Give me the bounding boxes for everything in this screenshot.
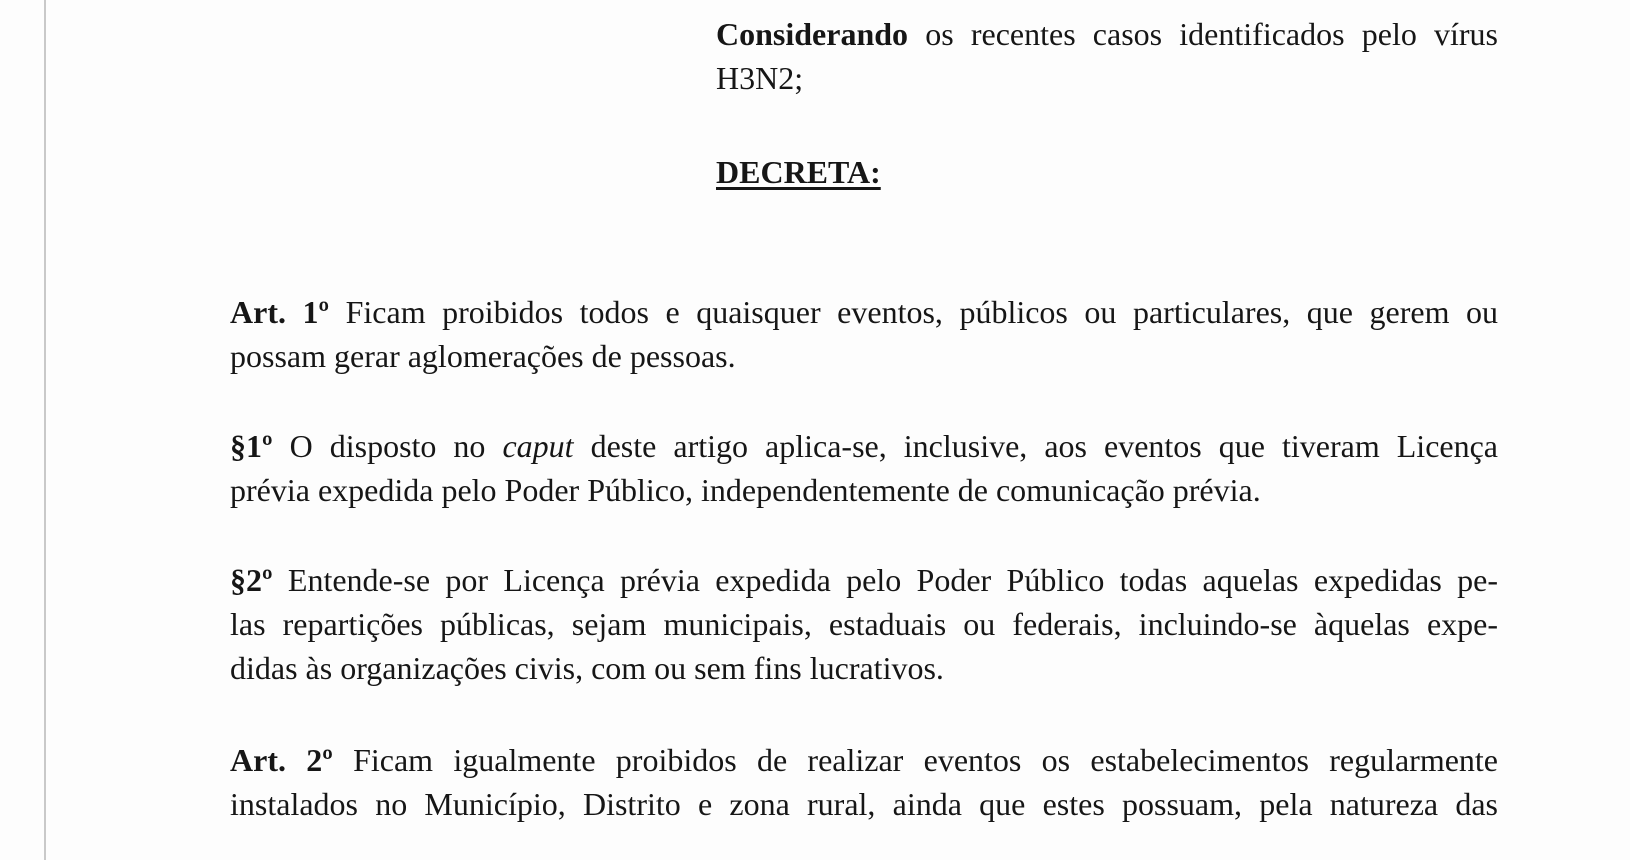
- paragraph-2-text-line3: didas às organizações civis, com ou sem fins lucrativos.: [230, 650, 944, 686]
- article-1-label: Art. 1º: [230, 294, 330, 330]
- paragraph-2-text-line2: las repartições públicas, sejam municipais, estaduais ou federais, incluindo-se àquelas expe-: [230, 606, 1498, 642]
- article-1-text-line1: Ficam proibidos todos e quaisquer eventos, públicos ou particulares, que gerem ou: [329, 294, 1499, 330]
- considerando-text-line2: H3N2;: [716, 60, 804, 96]
- paragraph-2-label: §2º: [230, 562, 273, 598]
- article-2-text-line2: instalados no Município, Distrito e zona rural, ainda que estes possuam, pela natureza das: [230, 786, 1498, 822]
- left-margin-line: [44, 0, 46, 860]
- caput-term: caput: [502, 428, 574, 464]
- considerando-lead: Considerando: [716, 16, 909, 52]
- article-2: [230, 738, 1498, 826]
- considerando-clause: [716, 12, 1498, 100]
- article-2-label: Art. 2º: [230, 742, 333, 778]
- paragraph-1-text-a: O disposto no: [272, 428, 503, 464]
- article-1-text-line2: possam gerar aglomerações de pessoas.: [230, 338, 736, 374]
- paragraph-1-label: §1º: [230, 428, 273, 464]
- paragraph-2-text-line1: Entende-se por Licença prévia expedida pelo Poder Público todas aquelas expedidas pe-: [272, 562, 1498, 598]
- article-2-text-line1: Ficam igualmente proibidos de realizar eventos os estabelecimentos regularmente: [332, 742, 1499, 778]
- paragraph-2: [230, 558, 1498, 690]
- paragraph-1: [230, 424, 1498, 512]
- considerando-text-line1: os recentes casos identificados pelo vírus: [908, 16, 1498, 52]
- article-1: [230, 290, 1498, 378]
- decreta-heading: DECRETA:: [716, 154, 881, 190]
- paragraph-1-text-b: deste artigo aplica-se, inclusive, aos eventos que tiveram Licença: [573, 428, 1499, 464]
- paragraph-1-text-line2: prévia expedida pelo Poder Público, independentemente de comunicação prévia.: [230, 472, 1261, 508]
